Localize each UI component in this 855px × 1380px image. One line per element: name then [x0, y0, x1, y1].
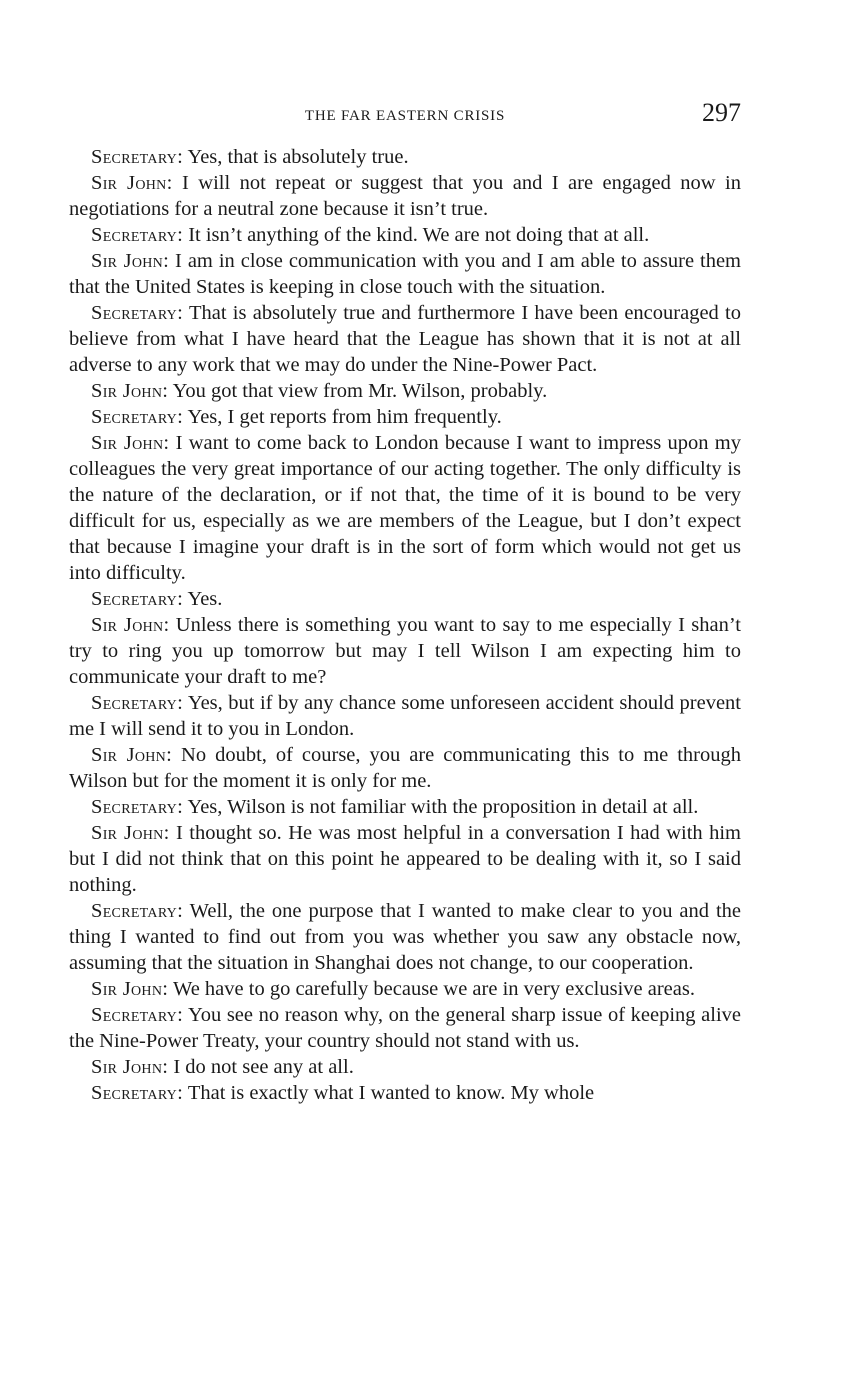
- speaker-label: Sir John:: [91, 744, 173, 766]
- dialogue-text: Yes, Wilson is not familiar with the proposition in detail at all.: [183, 796, 699, 818]
- speaker-label: Sir John:: [91, 432, 170, 454]
- dialogue-paragraph: [69, 222, 741, 248]
- speaker-label: Secretary:: [91, 302, 184, 324]
- dialogue-paragraph: [69, 1054, 741, 1080]
- speaker-label: Secretary:: [91, 588, 184, 610]
- page-header: [69, 96, 741, 136]
- dialogue-paragraph: [69, 612, 741, 690]
- dialogue-paragraph: [69, 1080, 741, 1106]
- dialogue-text: I want to come back to London because I want to impress upon my colleagues the very great importance of our acting together. The only difficulty is the nature of the declaration, or if not that, the time of it is bound to be very difficult for us, especially as we are members of the League, but I don’t expect that because I imagine your draft is in the sort of form which would not get us into difficulty.: [69, 432, 741, 584]
- dialogue-paragraph: [69, 820, 741, 898]
- speaker-label: Secretary:: [91, 406, 184, 428]
- book-page: [69, 96, 741, 1106]
- dialogue-paragraph: [69, 170, 741, 222]
- dialogue-text: I do not see any at all.: [168, 1056, 354, 1078]
- speaker-label: Sir John:: [91, 380, 169, 402]
- dialogue-paragraph: [69, 300, 741, 378]
- dialogue-text: Yes, I get reports from him frequently.: [183, 406, 502, 428]
- dialogue-paragraph: [69, 898, 741, 976]
- speaker-label: Secretary:: [91, 900, 184, 922]
- dialogue-paragraph: [69, 690, 741, 742]
- speaker-label: Secretary:: [91, 1004, 184, 1026]
- dialogue-text: I thought so. He was most helpful in a conversation I had with him but I did not think that on this point he appeared to be dealing with it, so I said nothing.: [69, 822, 741, 896]
- dialogue-text: That is absolutely true and furthermore I have been encouraged to believe from what I have heard that the League has shown that it is not at all adverse to any work that we may do under the Nine-Power Pact.: [69, 302, 741, 376]
- dialogue-text: You got that view from Mr. Wilson, probably.: [168, 380, 548, 402]
- speaker-label: Sir John:: [91, 822, 170, 844]
- dialogue-text: Yes.: [183, 588, 223, 610]
- dialogue-text: You see no reason why, on the general sharp issue of keeping alive the Nine-Power Treaty, your country should not stand with us.: [69, 1004, 741, 1052]
- dialogue-text: That is exactly what I wanted to know. My whole: [183, 1082, 595, 1104]
- page-number: 297: [702, 98, 741, 127]
- transcript-body: [69, 144, 741, 1106]
- dialogue-paragraph: [69, 404, 741, 430]
- dialogue-text: Unless there is something you want to say to me especially I shan’t try to ring you up tomorrow but may I tell Wilson I am expecting him to communicate your draft to me?: [69, 614, 741, 688]
- dialogue-text: I will not repeat or suggest that you and I are engaged now in negotiations for a neutral zone because it isn’t true.: [69, 172, 741, 220]
- dialogue-paragraph: [69, 1002, 741, 1054]
- dialogue-paragraph: [69, 248, 741, 300]
- speaker-label: Secretary:: [91, 146, 184, 168]
- dialogue-paragraph: [69, 794, 741, 820]
- dialogue-paragraph: [69, 144, 741, 170]
- dialogue-text: Yes, that is absolutely true.: [183, 146, 409, 168]
- speaker-label: Sir John:: [91, 978, 169, 1000]
- dialogue-paragraph: [69, 976, 741, 1002]
- dialogue-paragraph: [69, 378, 741, 404]
- dialogue-text: Yes, but if by any chance some unforeseen accident should prevent me I will send it to you in London.: [69, 692, 741, 740]
- speaker-label: Secretary:: [91, 224, 184, 246]
- dialogue-text: No doubt, of course, you are communicating this to me through Wilson but for the moment it is only for me.: [69, 744, 741, 792]
- speaker-label: Sir John:: [91, 172, 173, 194]
- dialogue-paragraph: [69, 586, 741, 612]
- running-title: THE FAR EASTERN CRISIS: [304, 108, 506, 124]
- speaker-label: Sir John:: [91, 1056, 169, 1078]
- dialogue-text: It isn’t anything of the kind. We are not doing that at all.: [183, 224, 650, 246]
- speaker-label: Secretary:: [91, 1082, 184, 1104]
- dialogue-paragraph: [69, 430, 741, 586]
- speaker-label: Secretary:: [91, 796, 184, 818]
- speaker-label: Secretary:: [91, 692, 184, 714]
- dialogue-text: Well, the one purpose that I wanted to make clear to you and the thing I wanted to find out from you was whether you saw any obstacle now, assuming that the situation in Shanghai does not change, to our cooperation.: [69, 900, 741, 974]
- dialogue-text: I am in close communication with you and I am able to assure them that the United States is keeping in close touch with the situation.: [69, 250, 742, 298]
- dialogue-text: We have to go carefully because we are in very exclusive areas.: [168, 978, 695, 1000]
- speaker-label: Sir John:: [91, 250, 170, 272]
- speaker-label: Sir John:: [91, 614, 170, 636]
- dialogue-paragraph: [69, 742, 741, 794]
